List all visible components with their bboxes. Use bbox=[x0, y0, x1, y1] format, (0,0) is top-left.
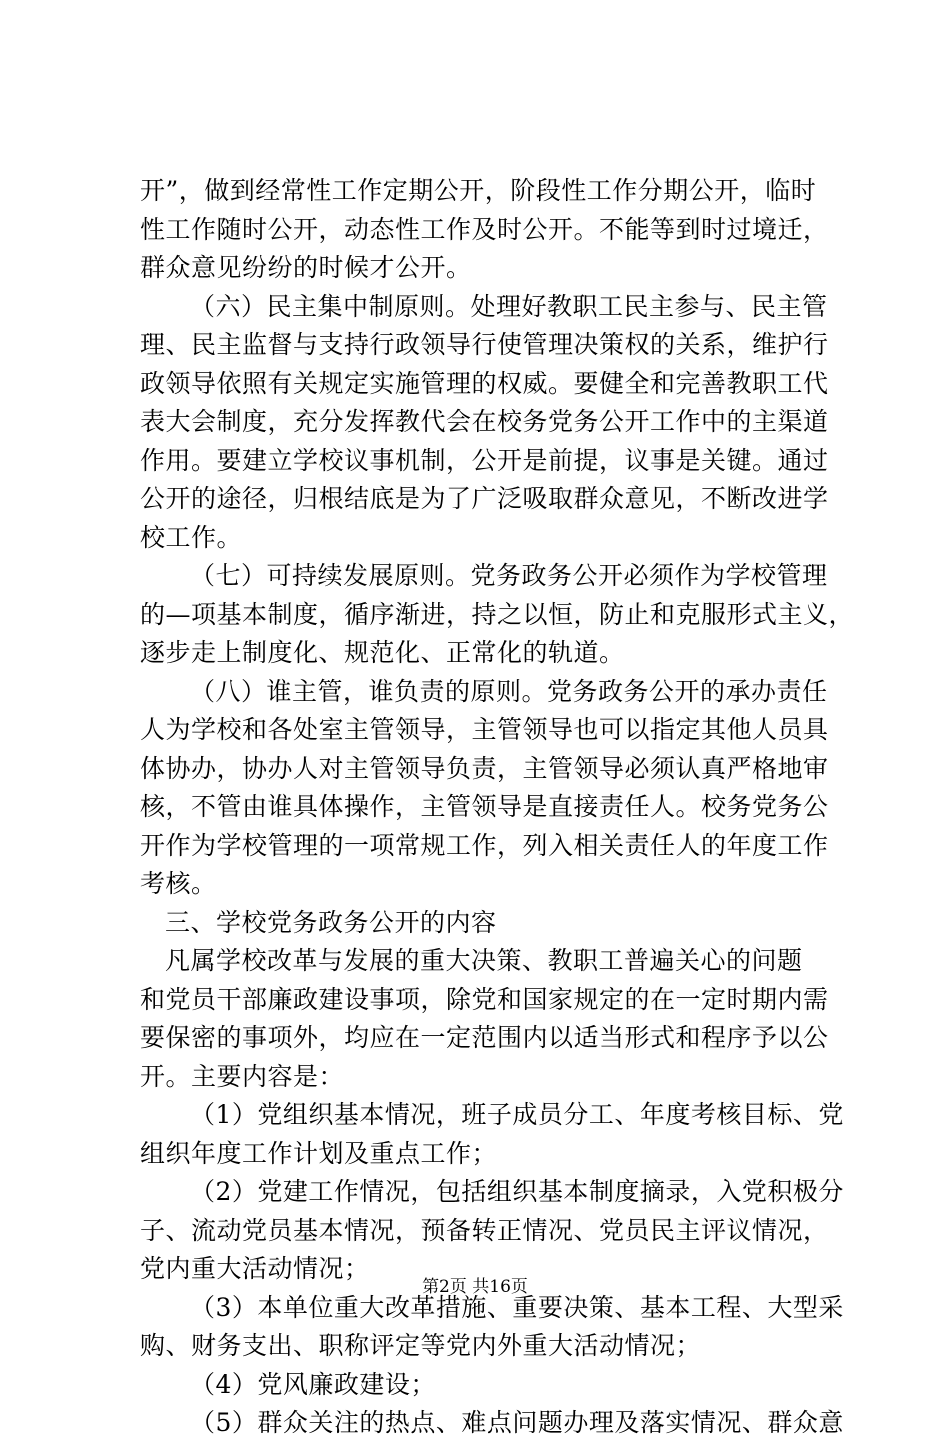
text-line: 凡属学校改革与发展的重大决策、教职工普遍关心的问题 bbox=[165, 946, 803, 975]
text-line: 群众意见纷纷的时候才公开。 bbox=[140, 253, 472, 282]
page-footer: 第2页 共16页 bbox=[422, 1277, 528, 1297]
text-line: （2）党建工作情况，包括组织基本制度摘录，入党积极分 bbox=[190, 1177, 844, 1206]
text-line: （六）民主集中制原则。处理好教职工民主参与、民主管 bbox=[190, 291, 828, 321]
text-line: 三、学校党务政务公开的内容 bbox=[165, 907, 497, 937]
text-line: 开”，做到经常性工作定期公开，阶段性工作分期公开，临时 bbox=[140, 176, 817, 205]
text-line: 作用。要建立学校议事机制，公开是前提，议事是关键。通过 bbox=[140, 445, 829, 475]
text-line: （5）群众关注的热点、难点问题办理及落实情况、群众意 bbox=[190, 1408, 844, 1437]
text-line: 党内重大活动情况； bbox=[140, 1254, 370, 1283]
text-line: 性工作随时公开，动态性工作及时公开。不能等到时过境迁， bbox=[140, 214, 829, 244]
text-line: 要保密的事项外，均应在一定范围内以适当形式和程序予以公 bbox=[140, 1023, 829, 1052]
text-line: 核，不管由谁具体操作，主管领导是直接责任人。校务党务公 bbox=[140, 792, 829, 821]
text-line: （1）党组织基本情况，班子成员分工、年度考核目标、党 bbox=[190, 1100, 844, 1129]
text-line: （七）可持续发展原则。党务政务公开必须作为学校管理 bbox=[190, 561, 828, 590]
text-line: 政领导依照有关规定实施管理的权威。要健全和完善教职工代 bbox=[140, 368, 829, 398]
text-line: 开。主要内容是： bbox=[140, 1061, 345, 1091]
text-line: 和党员干部廉政建设事项，除党和国家规定的在一定时期内需 bbox=[140, 984, 829, 1014]
text-line: 逐步走上制度化、规范化、正常化的轨道。 bbox=[140, 638, 625, 667]
text-line: （3）本单位重大改革措施、重要决策、基本工程、大型采 bbox=[190, 1292, 844, 1322]
text-line: （4）党风廉政建设； bbox=[190, 1369, 436, 1399]
text-line: 体协办，协办人对主管领导负责，主管领导必须认真严格地审 bbox=[140, 753, 829, 783]
text-line: 校工作。 bbox=[140, 522, 243, 552]
document-body bbox=[140, 172, 855, 1443]
text-line: 人为学校和各处室主管领导，主管领导也可以指定其他人员具 bbox=[140, 715, 829, 744]
text-line: 开作为学校管理的一项常规工作，列入相关责任人的年度工作 bbox=[140, 830, 829, 860]
text-line: 公开的途径，归根结底是为了广泛吸取群众意见，不断改进学 bbox=[140, 484, 829, 513]
text-line: 理、民主监督与支持行政领导行使管理决策权的关系，维护行 bbox=[140, 330, 829, 359]
text-line: 表大会制度，充分发挥教代会在校务党务公开工作中的主渠道 bbox=[140, 407, 829, 436]
text-line: 组织年度工作计划及重点工作； bbox=[140, 1138, 498, 1168]
text-line: 的—项基本制度，循序渐进，持之以恒，防止和克服形式主义， bbox=[140, 599, 855, 629]
text-line: 购、财务支出、职称评定等党内外重大活动情况； bbox=[140, 1331, 702, 1360]
text-line: 考核。 bbox=[140, 869, 217, 898]
text-line: （八）谁主管，谁负责的原则。党务政务公开的承办责任 bbox=[190, 676, 828, 706]
text-line: 子、流动党员基本情况，预备转正情况、党员民主评议情况， bbox=[140, 1215, 829, 1245]
